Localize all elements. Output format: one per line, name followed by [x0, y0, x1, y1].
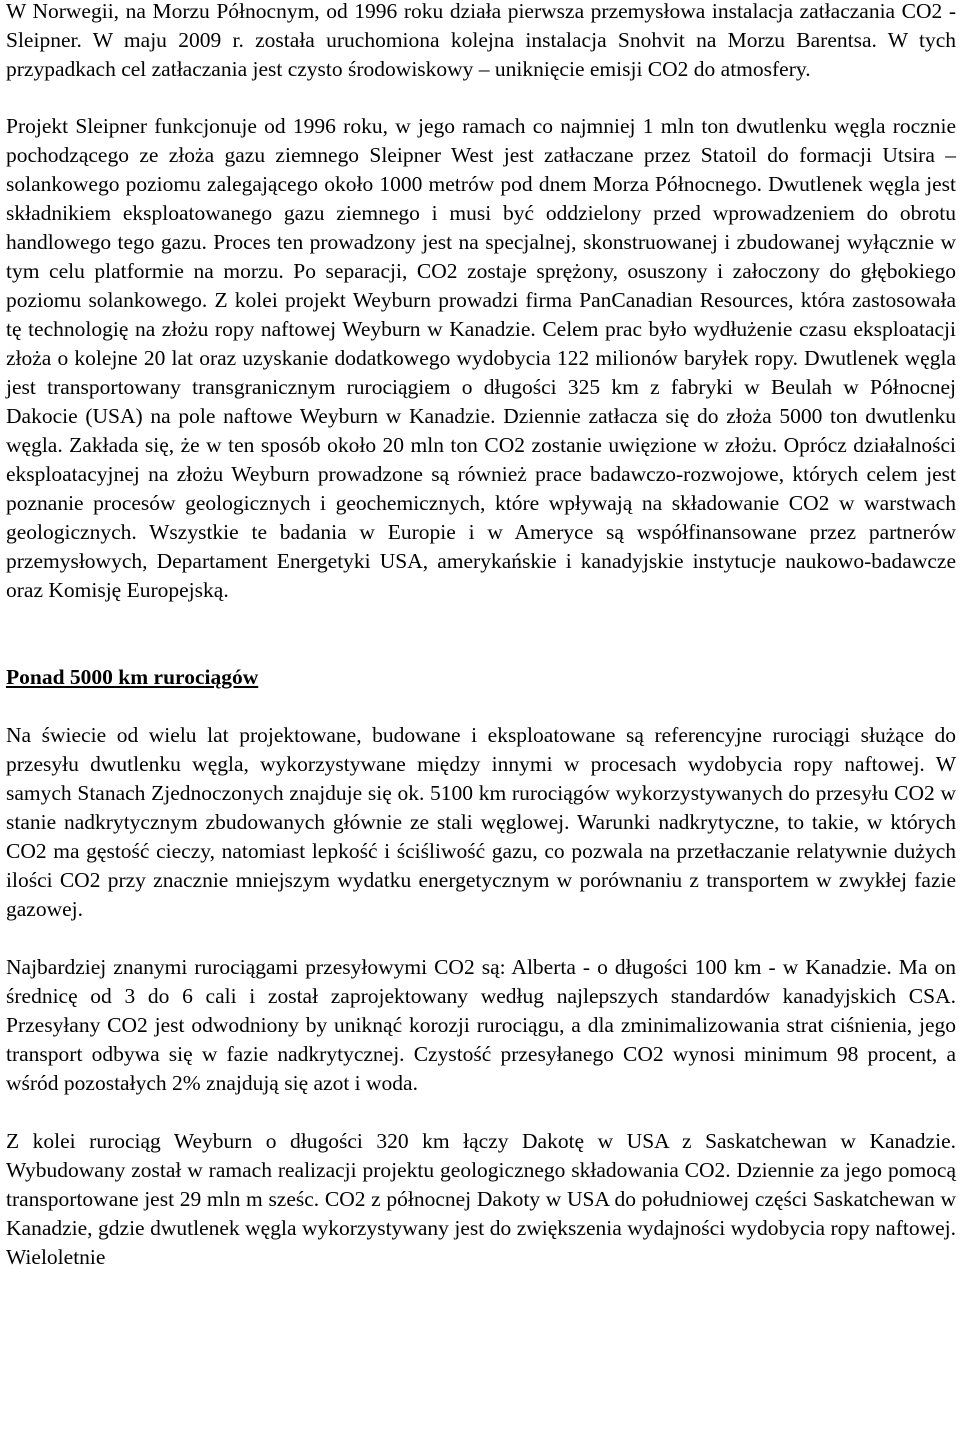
- document-page: [6, 0, 956, 1272]
- paragraph-weyburn-pipeline: Z kolei rurociąg Weyburn o długości 320 km łączy Dakotę w USA z Saskatchewan w Kanadzie. Wybudowany został w ramach realizacji projektu geologicznego składowania CO2. Dziennie za jego pomocą transportowane jest 29 mln m sześc. CO2 z północnej Dakoty w USA do południowej części Saskatchewan w Kanadzie, gdzie dwutlenek węgla wykorzystywany jest do zwiększenia wydajności wydobycia ropy naftowej. Wieloletnie: [6, 1129, 956, 1269]
- paragraph-sleipner-weyburn: Projekt Sleipner funkcjonuje od 1996 roku, w jego ramach co najmniej 1 mln ton dwutlenku węgla rocznie pochodzącego ze złoża gazu ziemnego Sleipner West jest zatłaczane przez Statoil do formacji Utsira – solankowego poziomu zalegającego około 1000 metrów pod dnem Morza Północnego. Dwutlenek węgla jest składnikiem eksploatowanego gazu ziemnego i musi być oddzielony przed wprowadzeniem do obrotu handlowego tego gazu. Proces ten prowadzony jest na specjalnej, skonstruowanej i zbudowanej wyłącznie w tym celu platformie na morzu. Po separacji, CO2 zostaje sprężony, osuszony i załoczony do głębokiego poziomu solankowego. Z kolei projekt Weyburn prowadzi firma PanCanadian Resources, która zastosowała tę technologię na złożu ropy naftowej Weyburn w Kanadzie. Celem prac było wydłużenie czasu eksploatacji złoża o kolejne 20 lat oraz uzyskanie dodatkowego wydobycia 122 milionów baryłek ropy. Dwutlenek węgla jest transportowany transgranicznym rurociągiem o długości 325 km z fabryki w Beulah w Północnej Dakocie (USA) na pole naftowe Weyburn w Kanadzie. Dziennie zatłacza się do złoża 5000 ton dwutlenku węgla. Zakłada się, że w ten sposób około 20 mln ton CO2 zostanie uwięzione w złożu. Oprócz działalności eksploatacyjnej na złożu Weyburn prowadzone są również prace badawczo-rozwojowe, których celem jest poznanie procesów geologicznych i geochemicznych, które wpływają na składowanie CO2 w warstwach geologicznych. Wszystkie te badania w Europie i w Ameryce są współfinansowane przez partnerów przemysłowych, Departament Energetyki USA, amerykańskie i kanadyjskie instytucje naukowo-badawcze oraz Komisję Europejską.: [6, 114, 956, 602]
- paragraph-pipelines-world: Na świecie od wielu lat projektowane, budowane i eksploatowane są referencyjne rurociągi służące do przesyłu dwutlenku węgla, wykorzystywane między innymi w procesach wydobycia ropy naftowej. W samych Stanach Zjednoczonych znajduje się ok. 5100 km rurociągów wykorzystywanych do przesyłu CO2 w stanie nadkrytycznym zbudowanych głównie ze stali węglowej. Warunki nadkrytyczne, to takie, w których CO2 ma gęstość cieczy, natomiast lepkość i ściśliwość gazu, co pozwala na przetłaczanie relatywnie dużych ilości CO2 przy znacznie mniejszym wydatku energetycznym w porównaniu z transportem w zwykłej fazie gazowej.: [6, 723, 956, 921]
- section-heading-wrap: [6, 663, 956, 692]
- paragraph-norway-installations: W Norwegii, na Morzu Północnym, od 1996 roku działa pierwsza przemysłowa instalacja zatłaczania CO2 - Sleipner. W maju 2009 r. została uruchomiona kolejna instalacja Snohvit na Morzu Barentsa. W tych przypadkach cel zatłaczania jest czysto środowiskowy – uniknięcie emisji CO2 do atmosfery.: [6, 0, 956, 81]
- section-heading: Ponad 5000 km rurociągów: [6, 665, 259, 689]
- paragraph-alberta-pipeline: Najbardziej znanymi rurociągami przesyłowymi CO2 są: Alberta - o długości 100 km - w Kanadzie. Ma on średnicę od 3 do 6 cali i został zaprojektowany według najlepszych standardów kanadyjskich CSA. Przesyłany CO2 jest odwodniony by uniknąć korozji rurociągu, a dla zminimalizowania strat ciśnienia, jego transport odbywa się w fazie nadkrytycznej. Czystość przesyłanego CO2 wynosi minimum 98 procent, a wśród pozostałych 2% znajdują się azot i woda.: [6, 955, 956, 1095]
